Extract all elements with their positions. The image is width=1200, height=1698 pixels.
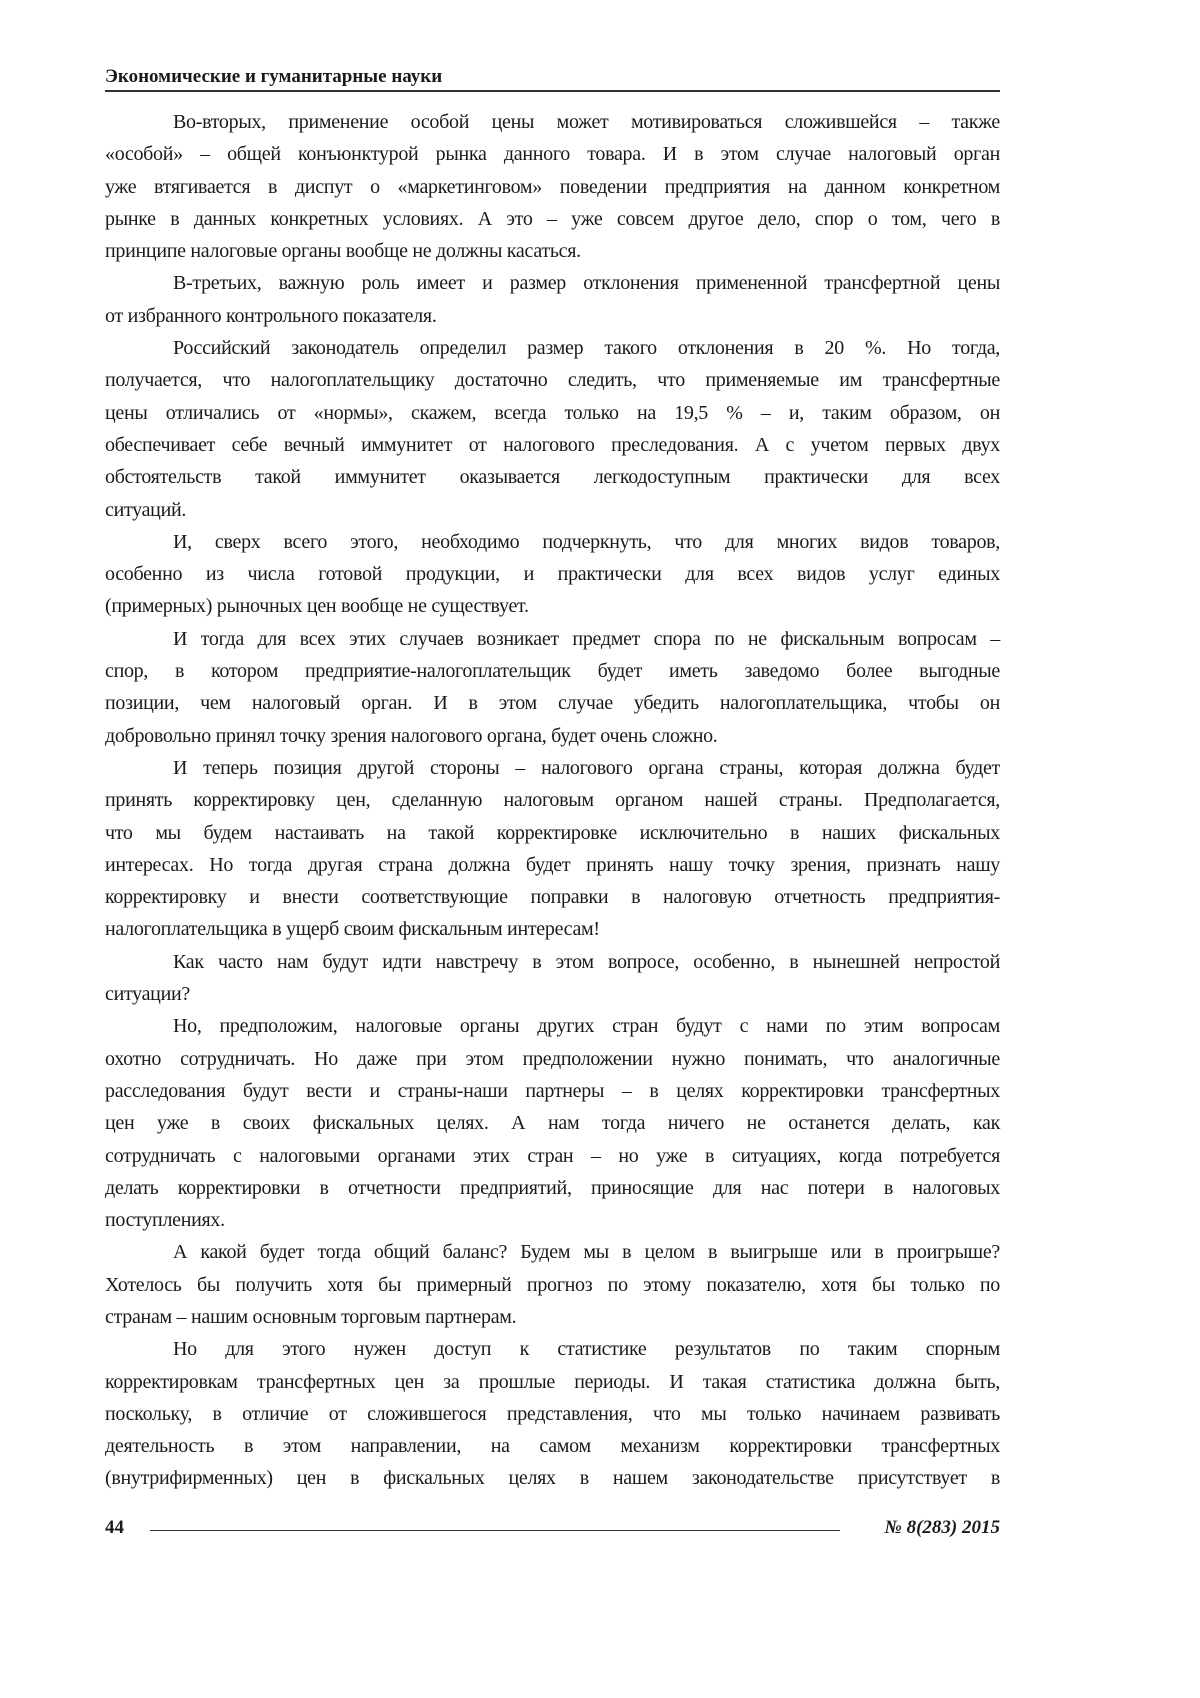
- text-line: И теперь позиция другой стороны – налогового органа страны, которая должна будет: [105, 752, 1000, 784]
- running-header: Экономические и гуманитарные науки: [105, 66, 1000, 92]
- paragraph: [105, 106, 1000, 267]
- text-line: Во-вторых, применение особой цены может мотивироваться сложившейся – также: [105, 106, 1000, 138]
- text-line: обстоятельств такой иммунитет оказывается легкодоступным практически для всех: [105, 461, 1000, 493]
- text-line: охотно сотрудничать. Но даже при этом предположении нужно понимать, что аналогичные: [105, 1043, 1000, 1075]
- paragraph: [105, 623, 1000, 752]
- text-line: деятельность в этом направлении, на самом механизм корректировки трансфертных: [105, 1430, 1000, 1462]
- text-line: поступлениях.: [105, 1204, 1000, 1236]
- footer-rule: [150, 1530, 840, 1531]
- article-body: [105, 106, 1000, 1495]
- text-line: обеспечивает себе вечный иммунитет от налогового преследования. А с учетом первых двух: [105, 429, 1000, 461]
- text-line: цен уже в своих фискальных целях. А нам тогда ничего не останется делать, как: [105, 1107, 1000, 1139]
- paragraph: [105, 332, 1000, 526]
- text-line: спор, в котором предприятие-налогоплательщик будет иметь заведомо более выгодные: [105, 655, 1000, 687]
- text-line: уже втягивается в диспут о «маркетинговом» поведении предприятия на данном конкретном: [105, 171, 1000, 203]
- text-line: поскольку, в отличие от сложившегося представления, что мы только начинаем развивать: [105, 1398, 1000, 1430]
- text-line: сотрудничать с налоговыми органами этих стран – но уже в ситуациях, когда потребуется: [105, 1140, 1000, 1172]
- text-line: принять корректировку цен, сделанную налоговым органом нашей страны. Предполагается,: [105, 784, 1000, 816]
- text-line: Но для этого нужен доступ к статистике результатов по таким спорным: [105, 1333, 1000, 1365]
- paragraph: [105, 526, 1000, 623]
- text-line: В-третьих, важную роль имеет и размер отклонения примененной трансфертной цены: [105, 267, 1000, 299]
- paragraph: [105, 1236, 1000, 1333]
- text-line: корректировку и внести соответствующие поправки в налоговую отчетность предприятия-: [105, 881, 1000, 913]
- issue-number: № 8(283) 2015: [884, 1515, 1000, 1541]
- text-line: позиции, чем налоговый орган. И в этом случае убедить налогоплательщика, чтобы он: [105, 687, 1000, 719]
- text-line: от избранного контрольного показателя.: [105, 300, 1000, 332]
- text-line: расследования будут вести и страны-наши партнеры – в целях корректировки трансфертных: [105, 1075, 1000, 1107]
- text-line: интересах. Но тогда другая страна должна будет принять нашу точку зрения, признать нашу: [105, 849, 1000, 881]
- paragraph: [105, 946, 1000, 1011]
- text-line: И, сверх всего этого, необходимо подчеркнуть, что для многих видов товаров,: [105, 526, 1000, 558]
- text-line: особенно из числа готовой продукции, и практически для всех видов услуг единых: [105, 558, 1000, 590]
- text-line: налогоплательщика в ущерб своим фискальным интересам!: [105, 913, 1000, 945]
- text-line: принципе налоговые органы вообще не должны касаться.: [105, 235, 1000, 267]
- text-line: что мы будем настаивать на такой корректировке исключительно в наших фискальных: [105, 817, 1000, 849]
- text-line: И тогда для всех этих случаев возникает предмет спора по не фискальным вопросам –: [105, 623, 1000, 655]
- text-line: (примерных) рыночных цен вообще не существует.: [105, 590, 1000, 622]
- text-line: корректировкам трансфертных цен за прошлые периоды. И такая статистика должна быть,: [105, 1366, 1000, 1398]
- text-line: ситуации?: [105, 978, 1000, 1010]
- text-line: странам – нашим основным торговым партнерам.: [105, 1301, 1000, 1333]
- text-line: добровольно принял точку зрения налогового органа, будет очень сложно.: [105, 720, 1000, 752]
- paragraph: [105, 267, 1000, 332]
- page-number: 44: [105, 1515, 124, 1541]
- text-line: Хотелось бы получить хотя бы примерный прогноз по этому показателю, хотя бы только по: [105, 1269, 1000, 1301]
- text-line: (внутрифирменных) цен в фискальных целях в нашем законодательстве присутствует в: [105, 1462, 1000, 1494]
- page: [105, 66, 1000, 1541]
- text-line: «особой» – общей конъюнктурой рынка данного товара. И в этом случае налоговый орган: [105, 138, 1000, 170]
- page-footer: [105, 1515, 1000, 1541]
- text-line: делать корректировки в отчетности предприятий, приносящие для нас потери в налоговых: [105, 1172, 1000, 1204]
- paragraph: [105, 752, 1000, 946]
- text-line: Но, предположим, налоговые органы других стран будут с нами по этим вопросам: [105, 1010, 1000, 1042]
- text-line: цены отличались от «нормы», скажем, всегда только на 19,5 % – и, таким образом, он: [105, 397, 1000, 429]
- text-line: Как часто нам будут идти навстречу в этом вопросе, особенно, в нынешней непростой: [105, 946, 1000, 978]
- text-line: ситуаций.: [105, 494, 1000, 526]
- text-line: А какой будет тогда общий баланс? Будем мы в целом в выигрыше или в проигрыше?: [105, 1236, 1000, 1268]
- text-line: рынке в данных конкретных условиях. А это – уже совсем другое дело, спор о том, чего в: [105, 203, 1000, 235]
- text-line: получается, что налогоплательщику достаточно следить, что применяемые им трансфертные: [105, 364, 1000, 396]
- text-line: Российский законодатель определил размер такого отклонения в 20 %. Но тогда,: [105, 332, 1000, 364]
- paragraph: [105, 1333, 1000, 1494]
- paragraph: [105, 1010, 1000, 1236]
